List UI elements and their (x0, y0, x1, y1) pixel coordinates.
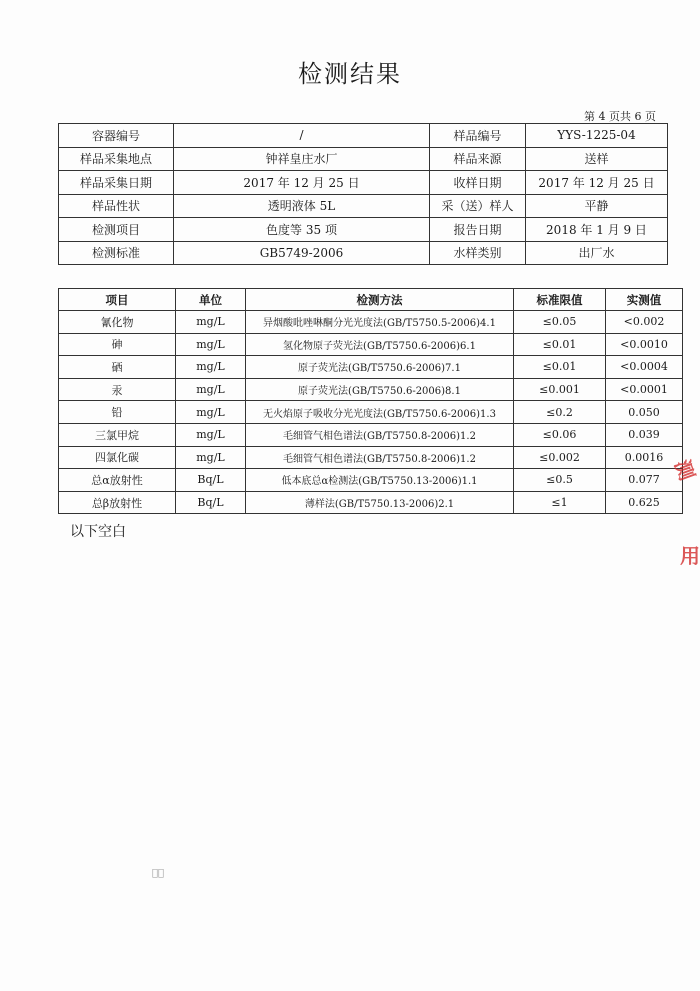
header-limit: 标准限值 (514, 289, 606, 311)
info-value: / (174, 124, 430, 148)
table-row (59, 469, 683, 492)
info-row (59, 147, 668, 171)
info-label: 样品采集日期 (59, 171, 174, 195)
result-limit: ≤0.002 (514, 446, 606, 469)
sample-info-table (58, 123, 668, 265)
result-item: 总β放射性 (59, 491, 176, 514)
result-limit: ≤0.01 (514, 356, 606, 379)
info-label: 样品编号 (430, 124, 526, 148)
result-item: 总α放射性 (59, 469, 176, 492)
info-label: 样品来源 (430, 147, 526, 171)
result-measured: <0.0001 (606, 378, 683, 401)
table-row (59, 356, 683, 379)
result-limit: ≤0.05 (514, 311, 606, 334)
result-limit: ≤0.06 (514, 423, 606, 446)
info-label: 检测标准 (59, 241, 174, 265)
result-unit: Bq/L (176, 491, 246, 514)
result-unit: mg/L (176, 423, 246, 446)
result-item: 氰化物 (59, 311, 176, 334)
result-unit: mg/L (176, 356, 246, 379)
blank-below-note: 以下空白 (70, 524, 126, 540)
result-item: 硒 (59, 356, 176, 379)
result-unit: mg/L (176, 446, 246, 469)
info-row (59, 218, 668, 242)
info-value: 钟祥皇庄水厂 (174, 147, 430, 171)
result-method: 异烟酸吡唑啉酮分光光度法(GB/T5750.5-2006)4.1 (246, 311, 514, 334)
page-number: 第 4 页共 6 页 (584, 110, 656, 123)
info-label: 检测项目 (59, 218, 174, 242)
info-value: 2018 年 1 月 9 日 (526, 218, 668, 242)
header-measured: 实测值 (606, 289, 683, 311)
info-row (59, 171, 668, 195)
result-measured: <0.0004 (606, 356, 683, 379)
result-measured: 0.050 (606, 401, 683, 424)
info-label: 样品性状 (59, 194, 174, 218)
result-method: 薄样法(GB/T5750.13-2006)2.1 (246, 491, 514, 514)
header-unit: 单位 (176, 289, 246, 311)
info-value: 色度等 35 项 (174, 218, 430, 242)
result-method: 毛细管气相色谱法(GB/T5750.8-2006)1.2 (246, 423, 514, 446)
result-limit: ≤0.2 (514, 401, 606, 424)
info-value: 2017 年 12 月 25 日 (174, 171, 430, 195)
result-measured: 0.077 (606, 469, 683, 492)
info-label: 水样类别 (430, 241, 526, 265)
table-row (59, 333, 683, 356)
table-row (59, 423, 683, 446)
result-item: 铅 (59, 401, 176, 424)
info-label: 收样日期 (430, 171, 526, 195)
results-header-row (59, 289, 683, 311)
result-method: 氢化物原子荧光法(GB/T5750.6-2006)6.1 (246, 333, 514, 356)
header-method: 检测方法 (246, 289, 514, 311)
result-measured: <0.002 (606, 311, 683, 334)
result-method: 无火焰原子吸收分光光度法(GB/T5750.6-2006)1.3 (246, 401, 514, 424)
result-item: 四氯化碳 (59, 446, 176, 469)
red-seal-stamp: 测 用 (669, 456, 700, 568)
table-row (59, 446, 683, 469)
result-item: 砷 (59, 333, 176, 356)
result-limit: ≤0.01 (514, 333, 606, 356)
result-limit: ≤0.001 (514, 378, 606, 401)
info-value: YYS-1225-04 (526, 124, 668, 148)
info-label: 容器编号 (59, 124, 174, 148)
info-label: 样品采集地点 (59, 147, 174, 171)
info-row (59, 124, 668, 148)
table-row (59, 378, 683, 401)
result-item: 汞 (59, 378, 176, 401)
result-method: 低本底总α检测法(GB/T5750.13-2006)1.1 (246, 469, 514, 492)
info-row (59, 241, 668, 265)
table-row (59, 401, 683, 424)
result-unit: mg/L (176, 333, 246, 356)
result-method: 原子荧光法(GB/T5750.6-2006)7.1 (246, 356, 514, 379)
result-method: 毛细管气相色谱法(GB/T5750.8-2006)1.2 (246, 446, 514, 469)
result-limit: ≤0.5 (514, 469, 606, 492)
result-item: 三氯甲烷 (59, 423, 176, 446)
result-method: 原子荧光法(GB/T5750.6-2006)8.1 (246, 378, 514, 401)
table-row (59, 491, 683, 514)
scan-artifact: ∴ﾟ (152, 868, 165, 879)
result-measured: 0.039 (606, 423, 683, 446)
result-measured: 0.0016 (606, 446, 683, 469)
table-row (59, 311, 683, 334)
result-unit: mg/L (176, 401, 246, 424)
results-table (58, 288, 683, 514)
info-value: 出厂水 (526, 241, 668, 265)
result-unit: mg/L (176, 378, 246, 401)
result-unit: Bq/L (176, 469, 246, 492)
info-value: 平静 (526, 194, 668, 218)
result-limit: ≤1 (514, 491, 606, 514)
info-value: 送样 (526, 147, 668, 171)
info-label: 采（送）样人 (430, 194, 526, 218)
document-title: 检测结果 (298, 60, 402, 88)
info-row (59, 194, 668, 218)
info-value: 透明液体 5L (174, 194, 430, 218)
result-measured: <0.0010 (606, 333, 683, 356)
info-value: GB5749-2006 (174, 241, 430, 265)
result-unit: mg/L (176, 311, 246, 334)
info-label: 报告日期 (430, 218, 526, 242)
info-value: 2017 年 12 月 25 日 (526, 171, 668, 195)
header-item: 项目 (59, 289, 176, 311)
result-measured: 0.625 (606, 491, 683, 514)
